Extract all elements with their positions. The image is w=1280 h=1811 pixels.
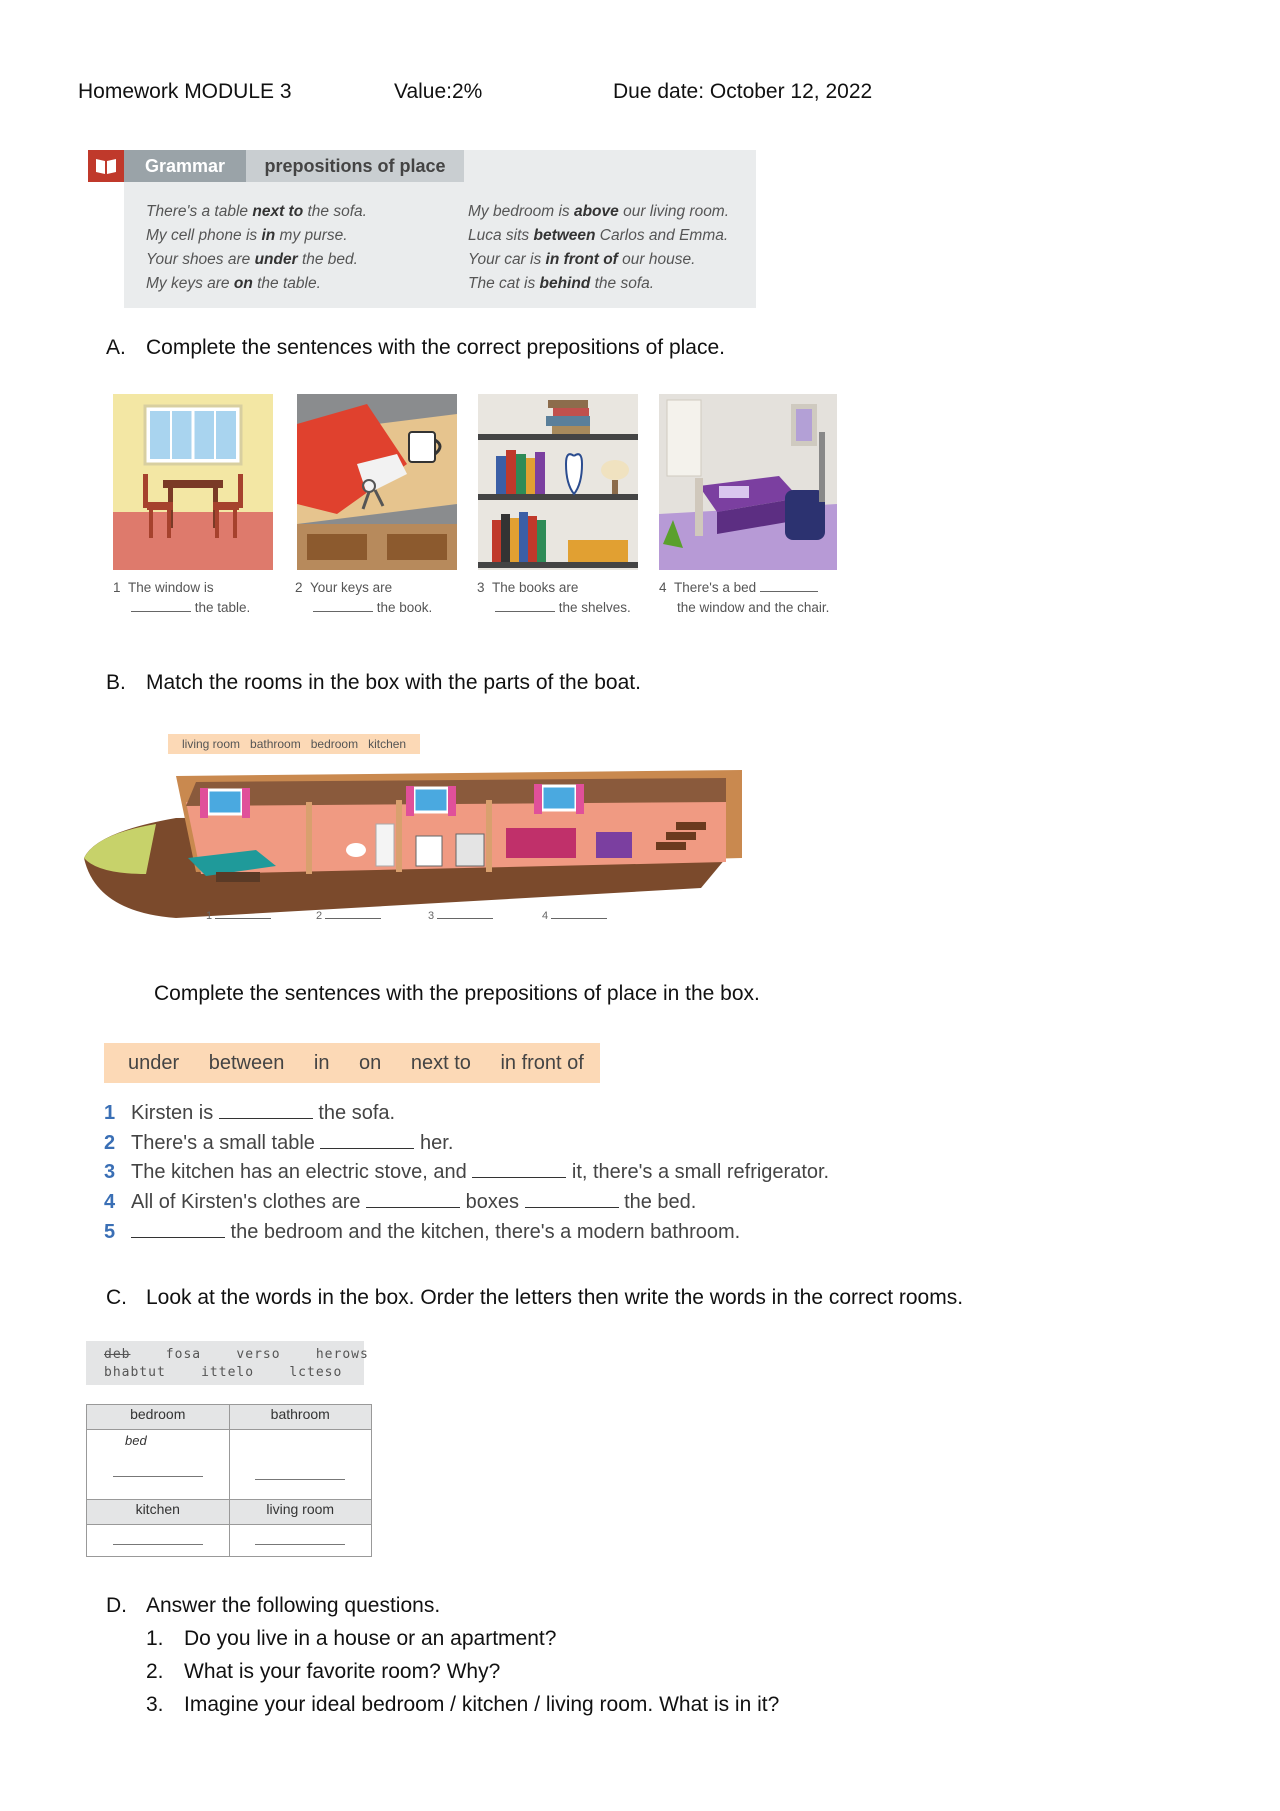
kitchen-cell[interactable] [87, 1525, 230, 1557]
living-room-cell[interactable] [229, 1525, 372, 1557]
answer-blank[interactable] [525, 1193, 619, 1208]
boat-label-3: 3 [428, 910, 493, 922]
grammar-example: Your car is in front of our house. [468, 251, 696, 268]
section-c-letter: C. [106, 1286, 127, 1309]
answer-blank[interactable] [366, 1193, 460, 1208]
grammar-example: Luca sits between Carlos and Emma. [468, 227, 729, 244]
bank-word: on [359, 1052, 382, 1074]
section-a-instruction: Complete the sentences with the correct prepositions of place. [146, 336, 725, 359]
bank-word: in [313, 1052, 330, 1074]
grammar-example: My cell phone is in my purse. [146, 227, 348, 244]
boat-label-1: 1 [206, 910, 271, 922]
rooms-table [86, 1404, 372, 1557]
bathroom-cell[interactable] [229, 1430, 372, 1500]
grammar-tab: Grammar [124, 150, 246, 182]
caption-4: 4 There's a bed the window and the chair. [659, 580, 830, 615]
answer-blank[interactable] [760, 579, 818, 592]
room-header-bedroom: bedroom [87, 1405, 230, 1430]
answer-blank[interactable] [472, 1163, 566, 1178]
boat-label-2: 2 [316, 910, 381, 922]
bedroom-cell[interactable] [87, 1430, 230, 1500]
answer-blank[interactable] [313, 599, 373, 612]
value-label: Value:2% [394, 80, 483, 103]
example-answer: bed [125, 1433, 147, 1448]
grammar-left-examples [146, 200, 367, 296]
scrambled-words-row: bhabtut ittelo lcteso [104, 1365, 343, 1380]
room-header-kitchen: kitchen [87, 1500, 230, 1525]
caption-2: 2 Your keys are the book. [295, 580, 433, 615]
boat-label-4: 4 [542, 910, 607, 922]
bank-word: next to [410, 1052, 471, 1074]
answer-blank[interactable] [215, 910, 271, 919]
boat-illustration [76, 762, 750, 942]
scrambled-words-row: fosa verso herows [165, 1347, 369, 1362]
bank-word: in front of [500, 1052, 584, 1074]
picture-bed-window-chair [659, 394, 837, 570]
section-d-instruction: Answer the following questions. [146, 1594, 441, 1617]
bank-word: under [128, 1052, 180, 1074]
grammar-example: My bedroom is above our living room. [468, 203, 730, 220]
sentence-4: 4 All of Kirsten's clothes are boxes the bed. [104, 1191, 697, 1213]
struck-example-word: deb [104, 1347, 131, 1362]
answer-blank[interactable] [551, 910, 607, 919]
caption-3: 3 The books are the shelves. [477, 580, 631, 615]
bank-word: between [208, 1052, 285, 1074]
section-a-letter: A. [106, 336, 126, 359]
question-3: 3. Imagine your ideal bedroom / kitchen / living room. What is in it? [146, 1693, 780, 1716]
grammar-topic: prepositions of place [246, 150, 464, 182]
grammar-example: The cat is behind the sofa. [468, 275, 655, 292]
preposition-bank [104, 1043, 600, 1083]
answer-blank[interactable] [131, 1223, 225, 1238]
section-b-instruction: Match the rooms in the box with the parts of the boat. [146, 671, 641, 694]
grammar-example: Your shoes are under the bed. [146, 251, 358, 268]
rooms-box: living room bathroom bedroom kitchen [168, 734, 420, 754]
grammar-example: My keys are on the table. [146, 275, 321, 292]
picture-books-shelves [478, 394, 638, 570]
answer-blank[interactable] [495, 599, 555, 612]
picture-window-table [113, 394, 273, 570]
sentence-3: 3 The kitchen has an electric stove, and it, there's a small refrigerator. [104, 1161, 830, 1183]
grammar-example: There's a table next to the sofa. [146, 203, 367, 220]
homework-title: Homework MODULE 3 [78, 80, 292, 103]
scrambled-words-box [86, 1341, 369, 1385]
question-2: 2. What is your favorite room? Why? [146, 1660, 501, 1683]
answer-blank[interactable] [219, 1104, 313, 1119]
book-icon [88, 150, 124, 182]
answer-blank[interactable] [131, 599, 191, 612]
section-d-letter: D. [106, 1594, 127, 1617]
sentence-1: 1 Kirsten is the sofa. [104, 1102, 396, 1124]
section-b-sub-instruction: Complete the sentences with the prepositions of place in the box. [154, 982, 760, 1005]
due-date: Due date: October 12, 2022 [613, 80, 873, 103]
picture-keys-book [297, 394, 457, 570]
section-b-letter: B. [106, 671, 126, 694]
grammar-right-examples [468, 200, 729, 296]
section-c-instruction: Look at the words in the box. Order the letters then write the words in the correct rooms. [146, 1286, 964, 1309]
answer-blank[interactable] [325, 910, 381, 919]
answer-blank[interactable] [437, 910, 493, 919]
question-1: 1. Do you live in a house or an apartment? [146, 1627, 557, 1650]
room-header-bathroom: bathroom [229, 1405, 372, 1430]
sentence-5: 5 the bedroom and the kitchen, there's a modern bathroom. [104, 1221, 741, 1243]
caption-1: 1 The window is the table. [113, 580, 251, 615]
answer-blank[interactable] [320, 1134, 414, 1149]
sentence-2: 2 There's a small table her. [104, 1132, 454, 1154]
room-header-living-room: living room [229, 1500, 372, 1525]
